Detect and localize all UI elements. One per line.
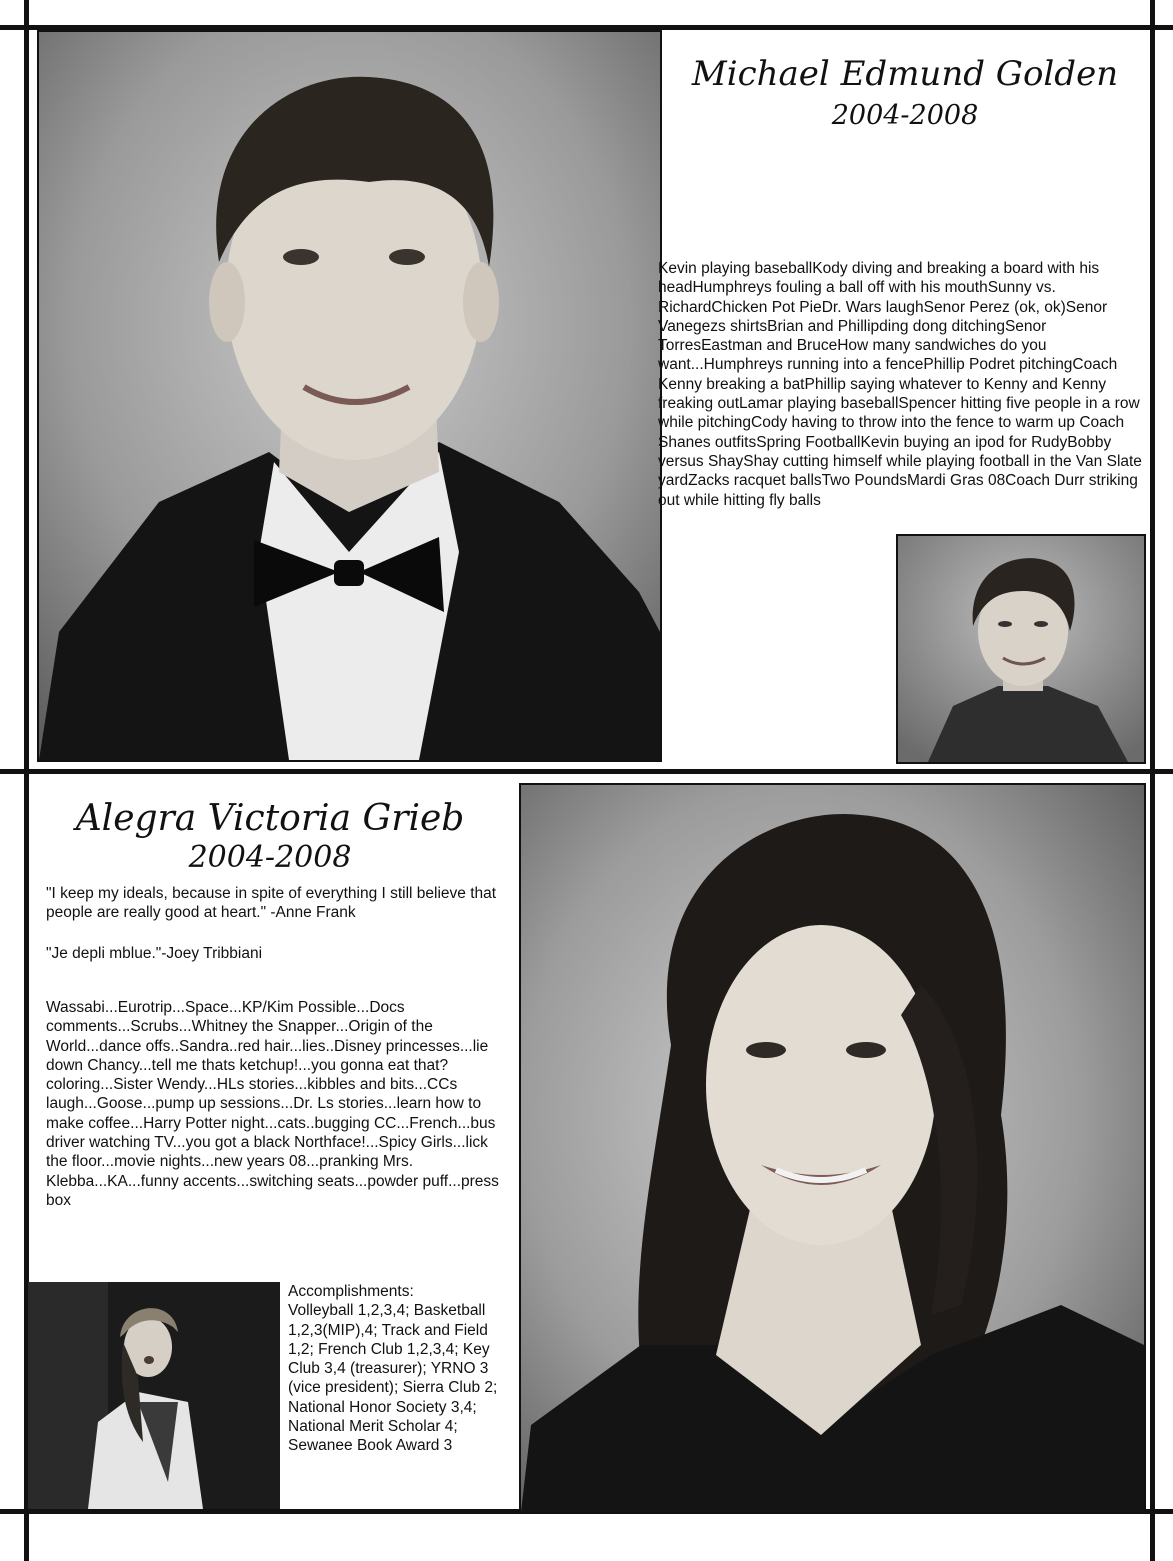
alegra-accomplishments-title: Accomplishments: bbox=[288, 1283, 414, 1300]
michael-memories-text: Kevin playing baseballKody diving and breaking a board with his headHumphreys fouling a ball off with his mouthSunny vs. RichardChicken Pot PieDr. Wars laughSenor Perez (ok, ok)Senor Vanegezs shirtsBrian and Phillipding dong ditchingSenor TorresEastman and BruceHow many sandwiches do you want...Humphreys running into a fencePhillip Podret pitchingCoach Kenny breaking a batPhillip saying whatever to Kenny and Kenny freaking outLamar playing baseballSpencer hitting five people in a row while pitchingCody having to throw into the fence to warm up Coach Shanes outfitsSpring FootballKevin buying an ipod for RudyBobby versus ShayShay cutting himself while playing football in the Van Slate yardZacks racquet ballsTwo PoundsMardi Gras 08Coach Durr striking out while hitting fly balls bbox=[658, 260, 1142, 509]
michael-years: 2004-2008 bbox=[831, 100, 979, 131]
alegra-years: 2004-2008 bbox=[188, 840, 352, 875]
alegra-quote-joey: "Je depli mblue."-Joey Tribbiani bbox=[46, 944, 263, 962]
right-rule bbox=[1150, 0, 1155, 1561]
alegra-quote-anne-frank: "I keep my ideals, because in spite of everything I still believe that people are really good at heart." -Anne Frank bbox=[46, 885, 497, 922]
middle-rule bbox=[0, 769, 1173, 774]
alegra-memories-text: Wassabi...Eurotrip...Space...KP/Kim Possible...Docs comments...Scrubs...Whitney the Snapper...Origin of the World...dance offs..Sandra..red hair...lies..Disney princesses...lie down Chancy...tell me thats ketchup!...you gonna eat that?coloring...Sister Wendy...HLs stories...kibbles and bits...CCs laugh...Goose...pump up sessions...Dr. Ls stories...learn how to make coffee...Harry Potter night...cats..bugging CC...French...bus driver watching TV...you got a black Northface!...Spicy Girls...lick the floor...movie nights...new years 08...pranking Mrs. Klebba...KA...funny accents...switching seats...powder puff...press box bbox=[46, 999, 499, 1209]
alegra-formal-portrait bbox=[519, 783, 1146, 1514]
alegra-accomplishments bbox=[288, 1282, 516, 1456]
michael-formal-portrait bbox=[37, 30, 662, 762]
alegra-quotes bbox=[46, 884, 512, 963]
michael-name: Michael Edmund Golden bbox=[691, 54, 1119, 94]
alegra-casual-photo bbox=[28, 1282, 280, 1509]
alegra-memories bbox=[46, 998, 512, 1210]
michael-casual-photo bbox=[896, 534, 1146, 764]
michael-memories bbox=[658, 259, 1146, 510]
alegra-accomplishments-text: Volleyball 1,2,3,4; Basketball 1,2,3(MIP),4; Track and Field 1,2; French Club 1,2,3,4; Key Club 3,4 (treasurer); YRNO 3 (vice president); Sierra Club 2; National Honor Society 3,4; National Merit Scholar 4; Sewanee Book Award 3 bbox=[288, 1302, 498, 1455]
alegra-name: Alegra Victoria Grieb bbox=[75, 798, 465, 839]
